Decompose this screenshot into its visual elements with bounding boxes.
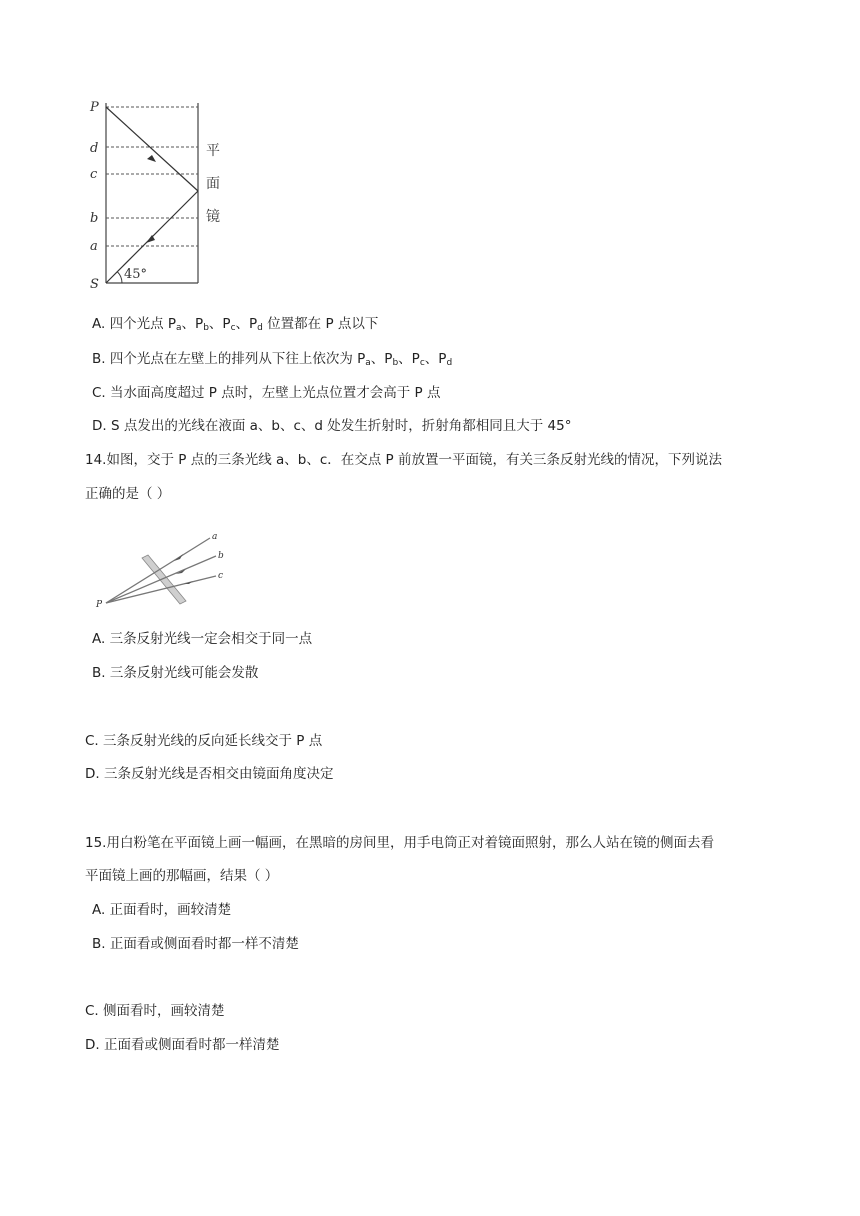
mirror-container-figure [80, 95, 240, 295]
three-rays-figure [92, 527, 242, 612]
mirror-label-1: 平 [206, 143, 220, 159]
q15-option-a: A. 正面看时，画较清楚 [92, 902, 232, 918]
q13-option-c: C. 当水面高度超过 P 点时，左壁上光点位置才会高于 P 点 [92, 385, 441, 401]
q15-stem-line2: 平面镜上画的那幅画，结果（ ） [85, 868, 279, 884]
q14-stem-line1: 14.如图，交于 P 点的三条光线 a、b、c．在交点 P 前放置一平面镜，有关三条反射光线的情况，下列说法 [85, 452, 722, 468]
label-S: S [90, 277, 99, 292]
label-c: c [90, 167, 98, 182]
q14-stem-line2: 正确的是（ ） [85, 486, 171, 502]
point-label-P: P [96, 600, 103, 610]
ray-label-b: b [218, 551, 224, 561]
ray-label-c: c [218, 571, 224, 581]
q13-option-d: D. S 点发出的光线在液面 a、b、c、d 处发生折射时，折射角都相同且大于 45° [92, 418, 572, 434]
angle-label: 45° [124, 267, 148, 282]
q13-option-a: A. 四个光点 $P_a$、$P_b$、$P_c$、$P_d$ 位置都在 P 点以下 [92, 316, 379, 333]
q15-option-d: D. 正面看或侧面看时都一样清楚 [85, 1037, 280, 1053]
mirror-label-2: 面 [206, 176, 220, 192]
ray-label-a: a [212, 532, 218, 542]
q13-option-b: B. 四个光点在左壁上的排列从下往上依次为 $P_a$、$P_b$、$P_c$、$P_d$ [92, 351, 453, 368]
label-a: a [90, 239, 98, 254]
label-d: d [90, 141, 99, 156]
label-P: P [90, 100, 99, 115]
label-b: b [90, 211, 99, 226]
q15-stem-line1: 15.用白粉笔在平面镜上画一幅画，在黑暗的房间里，用手电筒正对着镜面照射，那么人站在镜的侧面去看 [85, 835, 714, 851]
q14-option-b: B. 三条反射光线可能会发散 [92, 665, 259, 681]
q14-option-c: C. 三条反射光线的反向延长线交于 P 点 [85, 733, 323, 749]
q14-option-a: A. 三条反射光线一定会相交于同一点 [92, 631, 313, 647]
q14-option-d: D. 三条反射光线是否相交由镜面角度决定 [85, 766, 334, 782]
q15-option-c: C. 侧面看时，画较清楚 [85, 1003, 225, 1019]
mirror-label-3: 镜 [206, 209, 220, 225]
q15-option-b: B. 正面看或侧面看时都一样不清楚 [92, 936, 299, 952]
